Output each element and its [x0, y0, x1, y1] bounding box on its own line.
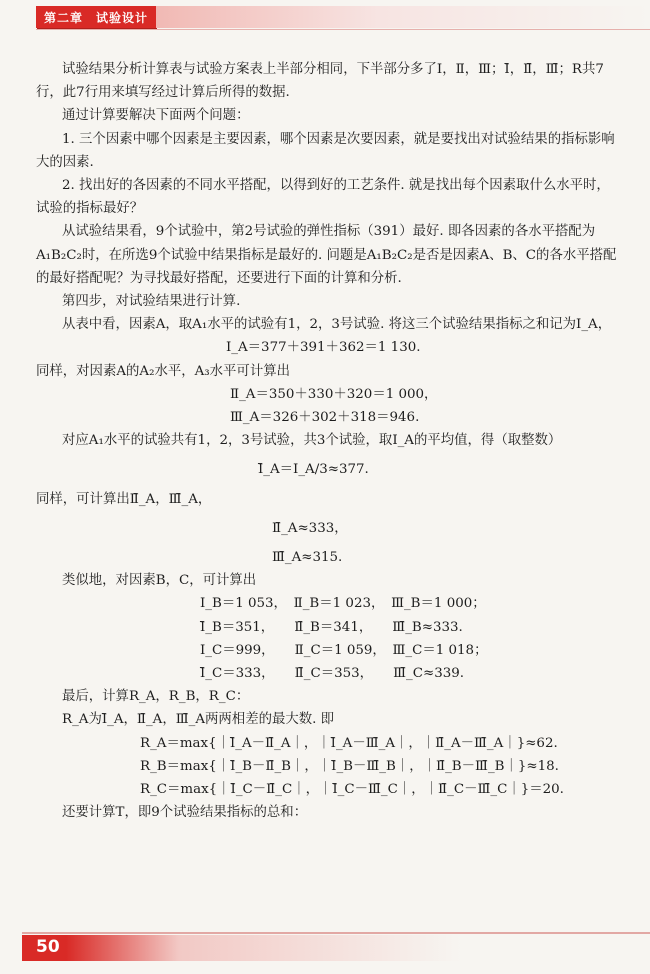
paragraph: 试验结果分析计算表与试验方案表上半部分相同，下半部分多了Ⅰ，Ⅱ，Ⅲ；Ⅰ̄，Ⅱ̄，Ⅲ̄；R共7行，此7行用来填写经过计算后所得的数据.: [36, 62, 604, 101]
header-rule: [36, 29, 650, 30]
equation: Ⅱ̄_A≈333，: [272, 520, 348, 536]
paragraph: 同样，可计算出Ⅱ̄_A，Ⅲ̄_A，: [36, 491, 212, 507]
equation: Ⅱ_A＝350＋330＋320＝1 000，: [230, 386, 438, 402]
paragraph: 类似地，对因素B，C，可计算出: [62, 573, 257, 589]
paragraph: 从表中看，因素A，取A₁水平的试验有1，2，3号试验. 将这三个试验结果指标之和记为Ⅰ_A，: [62, 317, 612, 333]
paragraph: 1. 三个因素中哪个因素是主要因素，哪个因素是次要因素，就是要找出对试验结果的指标影响大的因素.: [36, 131, 615, 170]
paragraph: 第四步，对试验结果进行计算.: [62, 294, 241, 310]
equation: R_B＝max{｜Ⅰ̄_B－Ⅱ̄_B｜，｜Ⅰ̄_B－Ⅲ̄_B｜，｜Ⅱ̄_B－Ⅲ̄_B｜}≈18.: [140, 758, 559, 774]
paragraph: 最后，计算R_A，R_B，R_C：: [62, 689, 250, 705]
footer-band: [22, 935, 650, 961]
page-header: [0, 0, 650, 36]
equation: Ⅰ̄_B＝351， Ⅱ̄_B＝341， Ⅲ̄_B≈333.: [200, 619, 463, 635]
paragraph: 2. 找出好的各因素的不同水平搭配，以得到好的工艺条件. 就是找出每个因素取什么水平时，试验的指标最好？: [36, 178, 610, 217]
equation: Ⅰ_A＝377＋391＋362＝1 130.: [226, 340, 421, 356]
page-body: [36, 58, 621, 825]
header-gradient: [156, 6, 650, 28]
paragraph: 通过计算要解决下面两个问题：: [62, 108, 250, 124]
equation: Ⅰ_B＝1 053， Ⅱ_B＝1 023， Ⅲ_B＝1 000；: [200, 596, 486, 612]
page-number: 50: [36, 937, 60, 957]
equation: Ⅲ̄_A≈315.: [272, 550, 343, 566]
paragraph: 同样，对因素A的A₂水平，A₃水平可计算出: [36, 363, 290, 379]
equation: R_C＝max{｜Ⅰ̄_C－Ⅱ̄_C｜，｜Ⅰ̄_C－Ⅲ̄_C｜，｜Ⅱ̄_C－Ⅲ̄_C｜}＝20.: [140, 782, 564, 798]
chapter-title: 第二章 试验设计: [44, 11, 149, 25]
equation: R_A＝max{｜Ⅰ̄_A－Ⅱ̄_A｜，｜Ⅰ̄_A－Ⅲ̄_A｜，｜Ⅱ̄_A－Ⅲ̄_A｜}≈62.: [140, 735, 558, 751]
equation: Ⅲ_A＝326＋302＋318＝946.: [230, 410, 420, 426]
equation: Ⅰ̄_C＝333， Ⅱ̄_C＝353， Ⅲ̄_C≈339.: [200, 666, 465, 682]
equation: Ⅰ_C＝999， Ⅱ_C＝1 059， Ⅲ_C＝1 018；: [200, 642, 488, 658]
paragraph: 还要计算T，即9个试验结果指标的总和：: [62, 805, 308, 821]
paragraph: 对应A₁水平的试验共有1，2，3号试验，共3个试验，取Ⅰ_A的平均值，得（取整数）: [62, 433, 562, 449]
paragraph: 从试验结果看，9个试验中，第2号试验的弹性指标（391）最好. 即各因素的各水平搭配为A₁B₂C₂时，在所选9个试验中结果指标是最好的. 问题是A₁B₂C₂是否是因素A、B、C的各水平搭配的最好搭配呢？为寻找最好搭配，还要进行下面的计算和分析.: [36, 224, 617, 286]
footer-rule: [22, 932, 650, 934]
paragraph: R_A为Ⅰ̄_A，Ⅱ̄_A，Ⅲ̄_A两两相差的最大数. 即: [62, 712, 335, 728]
equation: Ⅰ̄_A＝Ⅰ_A/3≈377.: [258, 462, 369, 478]
